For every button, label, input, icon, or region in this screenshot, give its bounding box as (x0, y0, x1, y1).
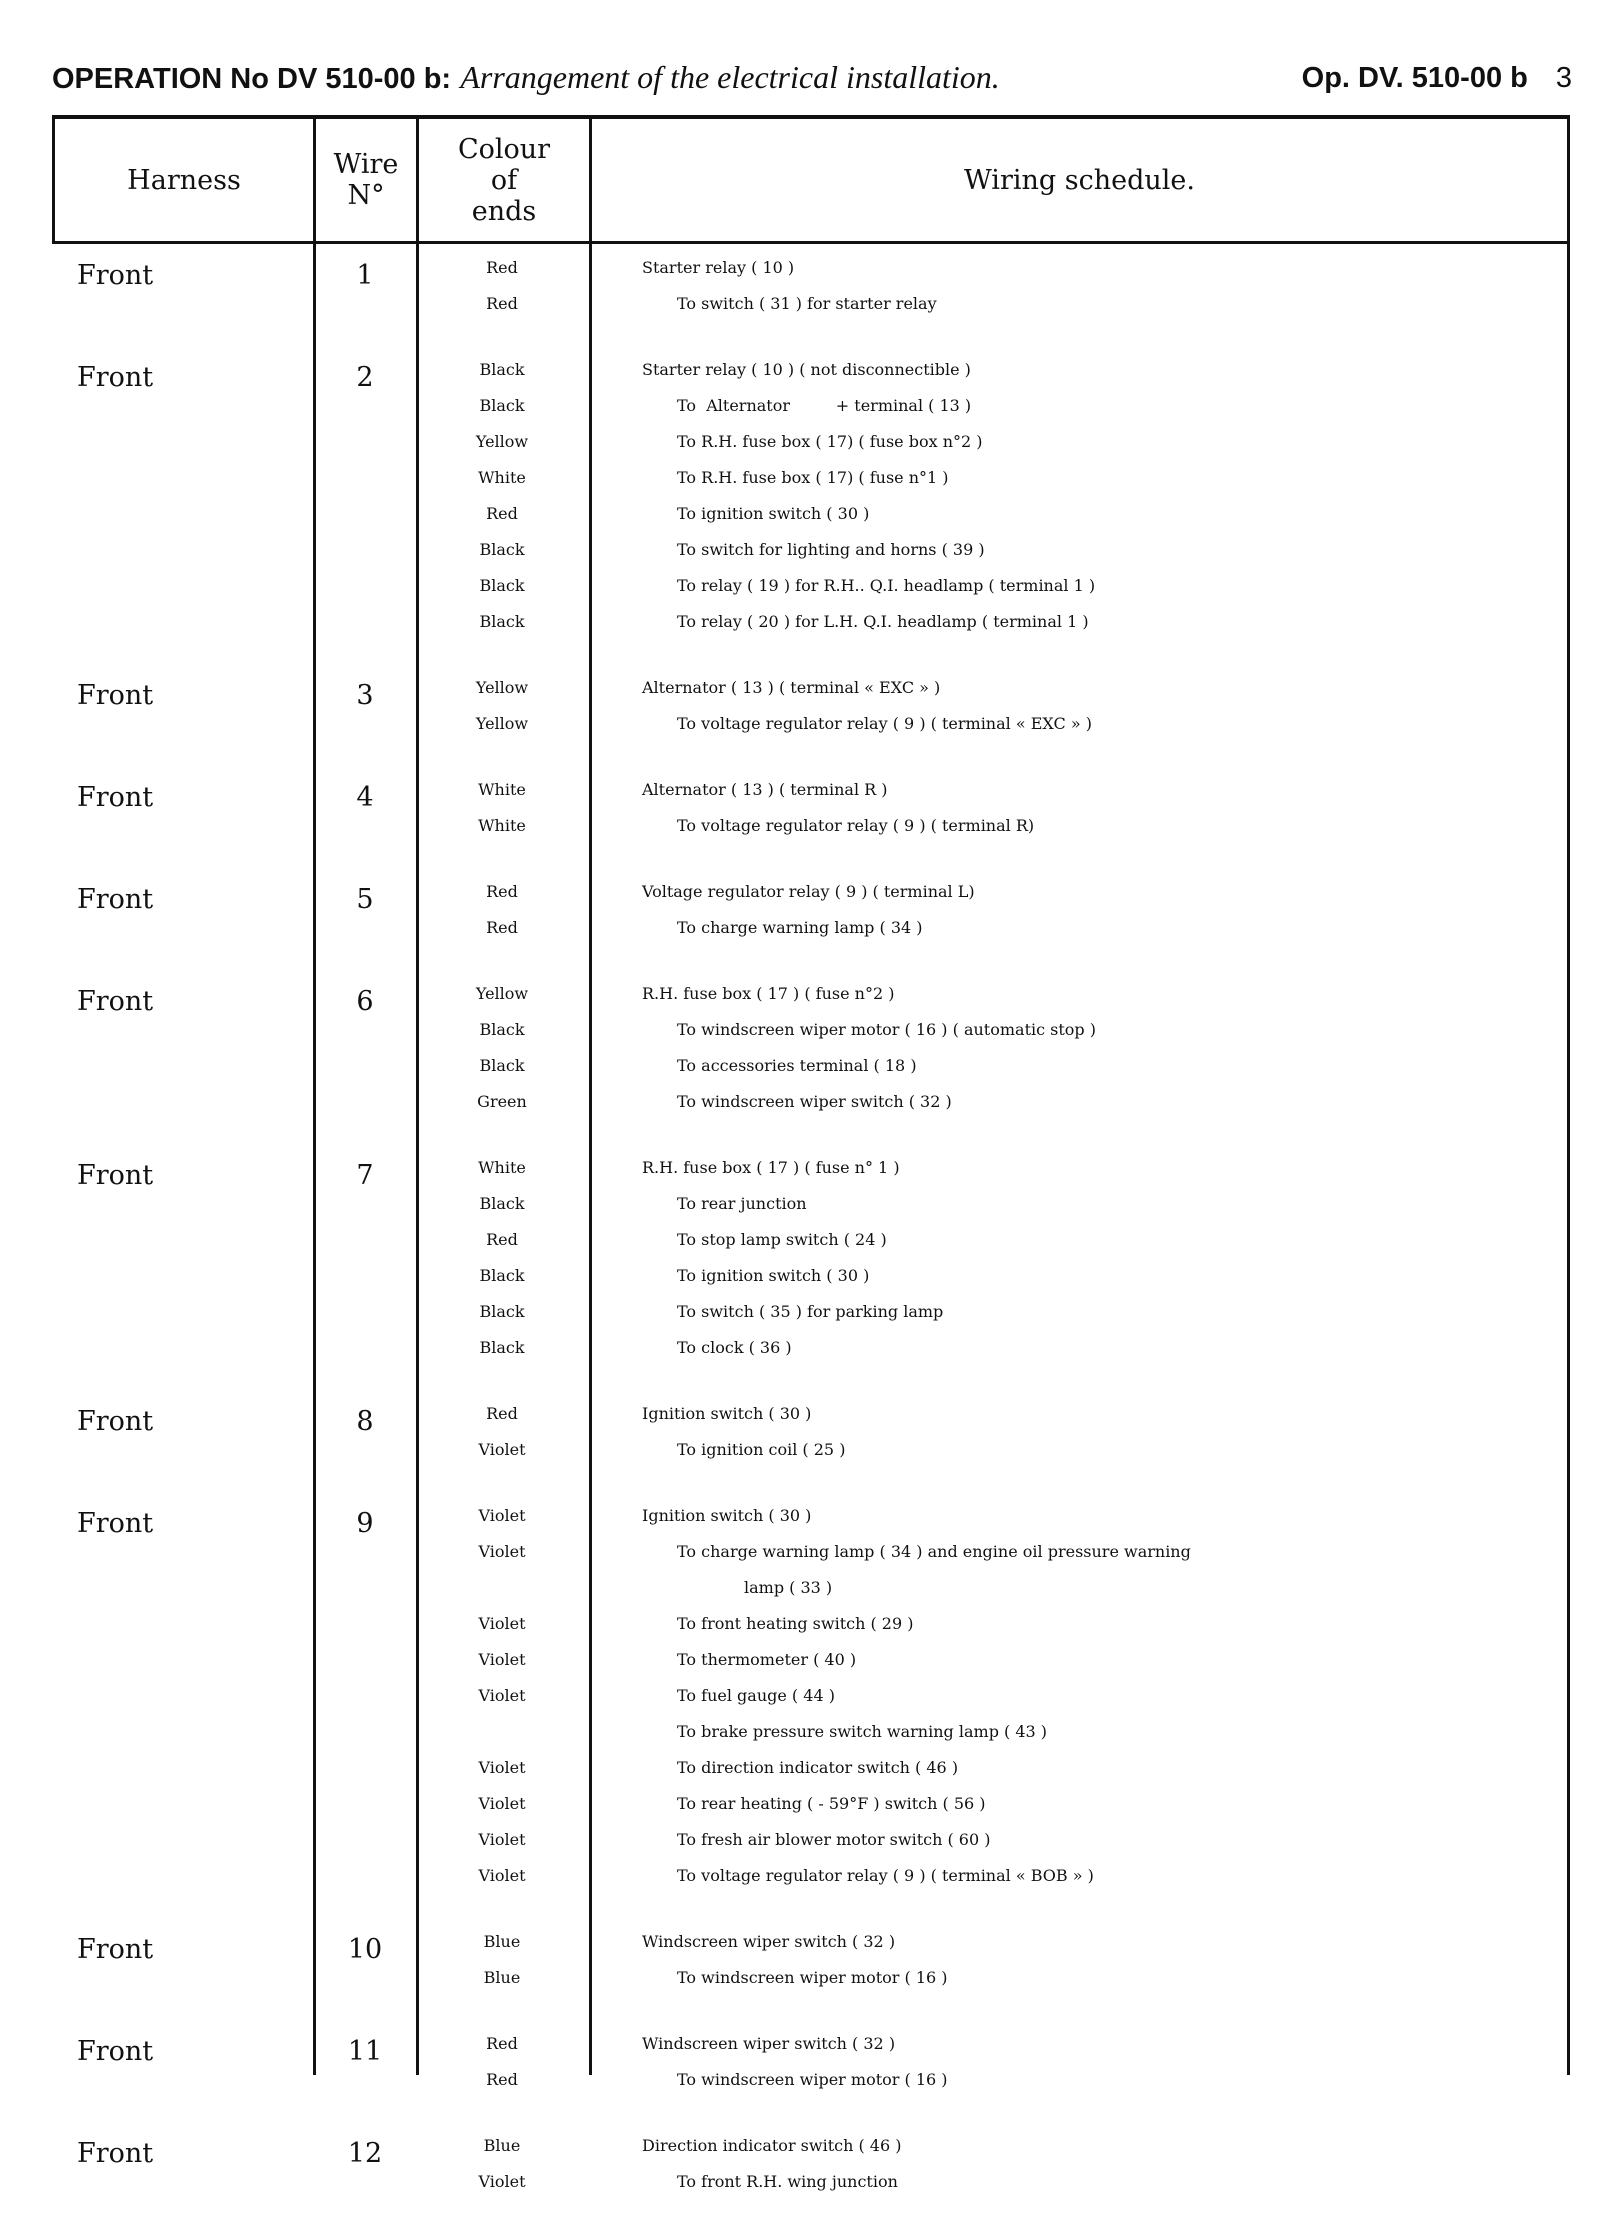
colour-cell: Violet (478, 1614, 526, 1633)
wire-number-cell: 4 (356, 782, 374, 813)
table-row (52, 766, 1570, 868)
schedule-lines (415, 1158, 1570, 1374)
table-row (52, 970, 1570, 1144)
header-reference (1302, 54, 1572, 101)
table-body (52, 244, 1570, 2224)
colour-cell: Violet (478, 1866, 526, 1885)
schedule-text: To relay ( 20 ) for L.H. Q.I. headlamp ( terminal 1 ) (677, 612, 1089, 631)
table-row (52, 244, 1570, 346)
schedule-line (415, 294, 1570, 330)
schedule-line (415, 1056, 1570, 1092)
colour-cell: Red (486, 504, 518, 523)
page-number: 3 (1555, 62, 1572, 94)
colour-cell: Blue (483, 1968, 521, 1987)
harness-cell: Front (77, 1160, 154, 1191)
colour-cell: Black (479, 396, 525, 415)
schedule-text: R.H. fuse box ( 17 ) ( fuse n°2 ) (642, 984, 895, 1003)
schedule-text: lamp ( 33 ) (744, 1578, 833, 1597)
wire-number-cell: 9 (356, 1508, 374, 1539)
schedule-line (415, 1404, 1570, 1440)
colour-cell: Violet (478, 1794, 526, 1813)
harness-cell: Front (77, 2138, 154, 2169)
column-header-colour-of-ends: Colour of ends (457, 133, 551, 227)
schedule-line (415, 1578, 1570, 1614)
schedule-line (415, 918, 1570, 954)
colour-cell: Violet (478, 1686, 526, 1705)
schedule-text: Ignition switch ( 30 ) (642, 1506, 812, 1525)
schedule-text: To windscreen wiper switch ( 32 ) (677, 1092, 952, 1111)
colour-cell: White (478, 468, 526, 487)
schedule-line (415, 612, 1570, 648)
schedule-lines (415, 258, 1570, 330)
table-row (52, 664, 1570, 766)
wire-number-cell: 12 (347, 2138, 383, 2169)
table-row (52, 1492, 1570, 1918)
schedule-line (415, 1722, 1570, 1758)
schedule-line (415, 396, 1570, 432)
table-row (52, 2122, 1570, 2224)
colour-cell: Yellow (475, 714, 529, 733)
harness-cell: Front (77, 986, 154, 1017)
colour-cell (415, 1578, 589, 1614)
schedule-text: To Alternator + terminal ( 13 ) (677, 396, 972, 415)
wire-number-cell: 6 (356, 986, 374, 1017)
colour-cell: Black (479, 1020, 525, 1039)
schedule-text: To thermometer ( 40 ) (677, 1650, 857, 1669)
schedule-text: R.H. fuse box ( 17 ) ( fuse n° 1 ) (642, 1158, 900, 1177)
colour-cell: Black (479, 1056, 525, 1075)
schedule-line (415, 678, 1570, 714)
schedule-text: To fuel gauge ( 44 ) (677, 1686, 835, 1705)
schedule-text: To switch for lighting and horns ( 39 ) (677, 540, 985, 559)
schedule-lines (415, 2136, 1570, 2208)
schedule-text: To front R.H. wing junction (677, 2172, 898, 2191)
schedule-line (415, 1830, 1570, 1866)
harness-cell: Front (77, 362, 154, 393)
table-row (52, 1144, 1570, 1390)
colour-cell: Blue (483, 1932, 521, 1951)
schedule-text: To rear junction (677, 1194, 807, 1213)
harness-cell: Front (77, 680, 154, 711)
colour-cell: Black (479, 1302, 525, 1321)
colour-cell: Violet (478, 2172, 526, 2191)
schedule-text: To charge warning lamp ( 34 ) (677, 918, 923, 937)
schedule-text: To front heating switch ( 29 ) (677, 1614, 914, 1633)
column-header-wiring-schedule: Wiring schedule. (964, 164, 1195, 196)
harness-cell: Front (77, 260, 154, 291)
schedule-lines (415, 2034, 1570, 2106)
table-row (52, 346, 1570, 664)
colour-cell: Red (486, 1230, 518, 1249)
colour-cell: Black (479, 576, 525, 595)
schedule-text: Direction indicator switch ( 46 ) (642, 2136, 902, 2155)
colour-cell: Violet (478, 1506, 526, 1525)
schedule-text: Alternator ( 13 ) ( terminal « EXC » ) (642, 678, 941, 697)
colour-cell: Yellow (475, 984, 529, 1003)
column-header-harness: Harness (127, 164, 241, 196)
colour-cell: Yellow (475, 678, 529, 697)
wire-number-cell: 10 (347, 1934, 383, 1965)
colour-cell: White (478, 1158, 526, 1177)
colour-cell: Black (479, 360, 525, 379)
schedule-line (415, 1158, 1570, 1194)
colour-cell: Red (486, 258, 518, 277)
column-header-wire-number: Wire N° (333, 149, 399, 211)
colour-cell: Violet (478, 1830, 526, 1849)
schedule-lines (415, 882, 1570, 954)
colour-cell: White (478, 816, 526, 835)
wire-number-cell: 3 (356, 680, 374, 711)
colour-cell: Black (479, 1266, 525, 1285)
schedule-text: To ignition coil ( 25 ) (677, 1440, 846, 1459)
schedule-lines (415, 678, 1570, 750)
schedule-line (415, 1194, 1570, 1230)
schedule-lines (415, 360, 1570, 648)
colour-cell: Black (479, 540, 525, 559)
schedule-line (415, 2172, 1570, 2208)
schedule-text: Voltage regulator relay ( 9 ) ( terminal L) (642, 882, 975, 901)
colour-cell: Red (486, 2070, 518, 2089)
schedule-text: To charge warning lamp ( 34 ) and engine oil pressure warning (677, 1542, 1191, 1561)
schedule-text: To brake pressure switch warning lamp ( 43 ) (677, 1722, 1048, 1741)
schedule-text: To ignition switch ( 30 ) (677, 504, 870, 523)
harness-cell: Front (77, 884, 154, 915)
harness-cell: Front (77, 782, 154, 813)
schedule-text: Ignition switch ( 30 ) (642, 1404, 812, 1423)
schedule-line (415, 2136, 1570, 2172)
schedule-line (415, 1968, 1570, 2004)
colour-cell: Violet (478, 1650, 526, 1669)
schedule-line (415, 1794, 1570, 1830)
schedule-text: Starter relay ( 10 ) ( not disconnectible ) (642, 360, 971, 379)
schedule-text: To clock ( 36 ) (677, 1338, 792, 1357)
colour-cell: White (478, 780, 526, 799)
harness-cell: Front (77, 1508, 154, 1539)
colour-cell: Red (486, 918, 518, 937)
table-row (52, 868, 1570, 970)
schedule-text: Alternator ( 13 ) ( terminal R ) (642, 780, 888, 799)
colour-cell: Black (479, 612, 525, 631)
operation-label: OPERATION No DV 510-00 b: (52, 63, 452, 95)
operation-title: Arrangement of the electrical installation. (460, 59, 1000, 95)
schedule-line (415, 2070, 1570, 2106)
wire-number-cell: 8 (356, 1406, 374, 1437)
schedule-text: To windscreen wiper motor ( 16 ) ( automatic stop ) (677, 1020, 1096, 1039)
schedule-text: To R.H. fuse box ( 17) ( fuse n°1 ) (677, 468, 949, 487)
schedule-text: Windscreen wiper switch ( 32 ) (642, 1932, 896, 1951)
colour-cell: Violet (478, 1440, 526, 1459)
wire-number-cell: 7 (356, 1160, 374, 1191)
schedule-line (415, 1020, 1570, 1056)
colour-cell: Violet (478, 1542, 526, 1561)
schedule-line (415, 1092, 1570, 1128)
harness-cell: Front (77, 2036, 154, 2067)
schedule-text: To relay ( 19 ) for R.H.. Q.I. headlamp ( terminal 1 ) (677, 576, 1096, 595)
colour-cell: Black (479, 1338, 525, 1357)
schedule-line (415, 1758, 1570, 1794)
operation-reference: Op. DV. 510-00 b (1301, 62, 1528, 94)
schedule-line (415, 816, 1570, 852)
schedule-text: To fresh air blower motor switch ( 60 ) (677, 1830, 991, 1849)
wire-number-cell: 5 (356, 884, 374, 915)
schedule-line (415, 258, 1570, 294)
schedule-text: Windscreen wiper switch ( 32 ) (642, 2034, 896, 2053)
schedule-line (415, 1686, 1570, 1722)
schedule-text: To switch ( 31 ) for starter relay (677, 294, 937, 313)
schedule-lines (415, 1506, 1570, 1902)
schedule-line (415, 882, 1570, 918)
colour-cell (415, 1722, 589, 1758)
schedule-line (415, 540, 1570, 576)
schedule-text: To accessories terminal ( 18 ) (677, 1056, 917, 1075)
schedule-line (415, 780, 1570, 816)
schedule-line (415, 432, 1570, 468)
schedule-text: To windscreen wiper motor ( 16 ) (677, 1968, 948, 1987)
schedule-lines (415, 780, 1570, 852)
schedule-text: Starter relay ( 10 ) (642, 258, 795, 277)
schedule-lines (415, 1404, 1570, 1476)
colour-cell: Red (486, 882, 518, 901)
schedule-text: To R.H. fuse box ( 17) ( fuse box n°2 ) (677, 432, 983, 451)
schedule-text: To direction indicator switch ( 46 ) (677, 1758, 959, 1777)
schedule-line (415, 1932, 1570, 1968)
colour-cell: Yellow (475, 432, 529, 451)
schedule-line (415, 1542, 1570, 1578)
schedule-line (415, 714, 1570, 750)
wire-number-cell: 2 (356, 362, 374, 393)
schedule-lines (415, 984, 1570, 1128)
schedule-line (415, 984, 1570, 1020)
colour-cell: Red (486, 1404, 518, 1423)
schedule-text: To ignition switch ( 30 ) (677, 1266, 870, 1285)
schedule-line (415, 1866, 1570, 1902)
wire-number-cell: 1 (356, 260, 374, 291)
schedule-line (415, 504, 1570, 540)
table-row (52, 1390, 1570, 1492)
schedule-line (415, 1650, 1570, 1686)
schedule-line (415, 576, 1570, 612)
schedule-text: To switch ( 35 ) for parking lamp (677, 1302, 944, 1321)
schedule-line (415, 1338, 1570, 1374)
schedule-text: To windscreen wiper motor ( 16 ) (677, 2070, 948, 2089)
schedule-line (415, 1266, 1570, 1302)
wiring-table (52, 115, 1570, 2191)
schedule-text: To stop lamp switch ( 24 ) (677, 1230, 887, 1249)
colour-cell: Green (477, 1092, 527, 1111)
colour-cell: Red (486, 2034, 518, 2053)
schedule-text: To voltage regulator relay ( 9 ) ( terminal R) (677, 816, 1035, 835)
schedule-text: To voltage regulator relay ( 9 ) ( terminal « EXC » ) (677, 714, 1092, 733)
table-row (52, 1918, 1570, 2020)
schedule-line (415, 2034, 1570, 2070)
colour-cell: Red (486, 294, 518, 313)
page-header (52, 54, 1572, 100)
schedule-text: To voltage regulator relay ( 9 ) ( terminal « BOB » ) (677, 1866, 1094, 1885)
schedule-lines (415, 1932, 1570, 2004)
colour-cell: Violet (478, 1758, 526, 1777)
harness-cell: Front (77, 1934, 154, 1965)
table-row (52, 2020, 1570, 2122)
schedule-line (415, 468, 1570, 504)
schedule-text: To rear heating ( - 59°F ) switch ( 56 ) (677, 1794, 986, 1813)
schedule-line (415, 1230, 1570, 1266)
schedule-line (415, 1506, 1570, 1542)
colour-cell: Black (479, 1194, 525, 1213)
schedule-line (415, 360, 1570, 396)
harness-cell: Front (77, 1406, 154, 1437)
wire-number-cell: 11 (347, 2036, 383, 2067)
schedule-line (415, 1302, 1570, 1338)
schedule-line (415, 1440, 1570, 1476)
colour-cell: Blue (483, 2136, 521, 2155)
schedule-line (415, 1614, 1570, 1650)
